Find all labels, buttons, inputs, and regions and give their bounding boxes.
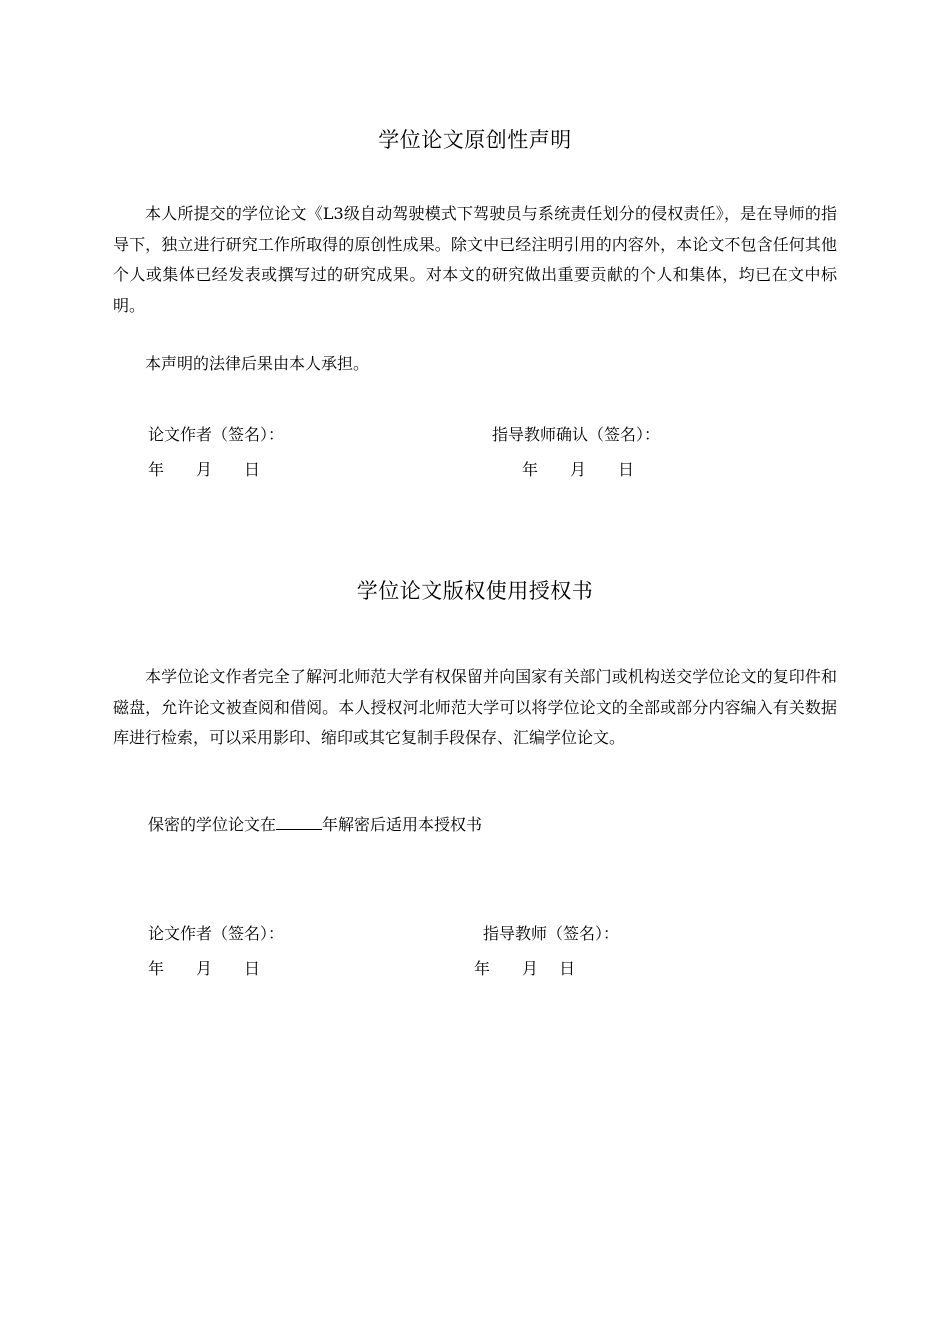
secret-suffix: 年解密后适用本授权书: [322, 815, 483, 834]
secret-prefix: 保密的学位论文在: [148, 815, 277, 834]
authorization-advisor-date: 年 月 日: [474, 959, 576, 978]
authorization-title: 学位论文版权使用授权书: [356, 579, 594, 603]
secret-years-blank: [276, 815, 322, 830]
authorization-author-date: 年 月 日: [148, 959, 261, 978]
declaration-author-date: 年 月 日: [148, 460, 261, 479]
declaration-liability: 本声明的法律后果由本人承担。: [145, 354, 370, 373]
declaration-author-sign: 论文作者（签名）：: [148, 425, 285, 444]
authorization-advisor-sign: 指导教师（签名）：: [483, 924, 620, 943]
authorization-secret-line: [148, 814, 482, 836]
authorization-paragraph: 本学位论文作者完全了解河北师范大学有权保留并向国家有关部门或机构送交学位论文的复印件和磁盘，允许论文被查阅和借阅。本人授权河北师范大学可以将学位论文的全部或部分内容编入有关数据库进行检索，可以采用影印、缩印或其它复制手段保存、汇编学位论文。: [113, 667, 837, 747]
authorization-author-sign: 论文作者（签名）：: [148, 924, 285, 943]
declaration-paragraph: 本人所提交的学位论文《L3级自动驾驶模式下驾驶员与系统责任划分的侵权责任》，是在导师的指导下，独立进行研究工作所取得的原创性成果。除文中已经注明引用的内容外，本论文不包含任何其他个人或集体已经发表或撰写过的研究成果。对本文的研究做出重要贡献的个人和集体，均已在文中标明。: [113, 204, 837, 315]
declaration-advisor-sign: 指导教师确认（签名）：: [492, 425, 661, 444]
declaration-title: 学位论文原创性声明: [378, 128, 572, 152]
declaration-advisor-date: 年 月 日: [522, 460, 635, 479]
